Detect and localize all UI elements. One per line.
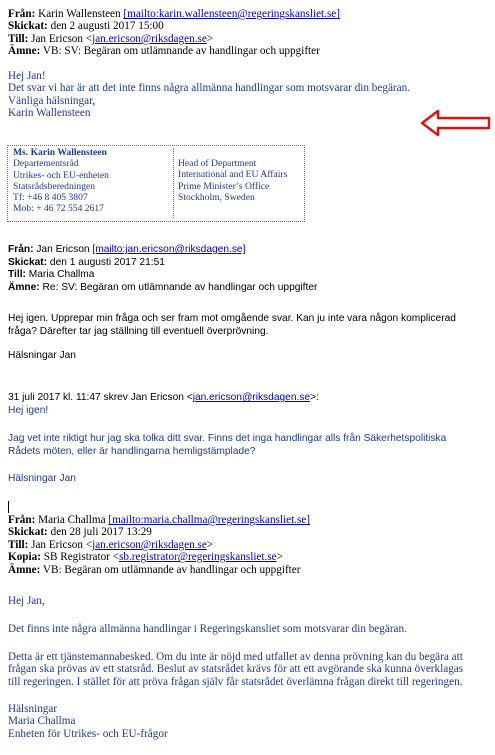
email2-subject-line: Ämne: Re: SV: Begäran om utlämnande av handlingar och uppgifter <box>8 281 318 293</box>
quote-email-link[interactable]: jan.ericson@riksdagen.se <box>192 392 311 403</box>
email3-cc-line: Kopia: SB Registrator <sb.registrator@regeringskansliet.se> <box>8 551 283 564</box>
email3-sent-line: Skickat: den 28 juli 2017 13:29 <box>8 526 152 539</box>
email2-body: Hej igen. Upprepar min fråga och ser fram mot omgående svar. Kan ju inte vara någon komplicerad fråga? Därefter tar jag ställning till eventuell överprövning. <box>8 313 456 337</box>
signature-right: Head of Department International and EU Affairs Prime Minister’s Office Stockholm, Sweden <box>178 158 288 203</box>
quote-greeting: Hälsningar Jan <box>8 473 76 484</box>
quote-header: 31 juli 2017 kl. 11:47 skrev Jan Ericson <jan.ericson@riksdagen.se>: <box>8 392 319 403</box>
email1-header <box>8 8 340 58</box>
email1-sent-line: Skickat: den 2 augusti 2017 15:00 <box>8 20 164 33</box>
email1-from-link[interactable]: [mailto:karin.wallensteen@regeringskansliet.se] <box>123 8 340 20</box>
email3-para1: Det finns inte några allmänna handlingar i Regeringskansliet som motsvarar din begäran. <box>8 623 407 635</box>
email3-subject-line: Ämne: VB: Begäran om utlämnande av handlingar och uppgifter <box>8 563 301 576</box>
signature-box <box>7 145 305 222</box>
email2-header <box>8 244 317 294</box>
email3-from-link[interactable]: [mailto:maria.challma@regeringskansliet.se] <box>108 514 311 526</box>
email3-cc-link[interactable]: sb.registrator@regeringskansliet.se <box>119 551 277 564</box>
email2-greeting: Hälsningar Jan <box>8 350 76 361</box>
email1-to-link[interactable]: jan.ericson@riksdagen.se <box>92 32 207 45</box>
email2-from-link[interactable]: [mailto:jan.ericson@riksdagen.se] <box>92 244 246 255</box>
email1-to-line: Till: Jan Ericson <jan.ericson@riksdagen.se> <box>8 32 214 45</box>
email2-sent-line: Skickat: den 1 augusti 2017 21:51 <box>8 256 165 268</box>
email2-to-line: Till: Maria Challma <box>8 269 95 281</box>
email3-to-link[interactable]: jan.ericson@riksdagen.se <box>92 538 207 551</box>
email1-subject-line: Ämne: VB: SV: Begäran om utlämnande av handlingar och uppgifter <box>8 45 320 58</box>
email3-to-line: Till: Jan Ericson <jan.ericson@riksdagen.se> <box>8 538 214 551</box>
signature-left: Ms. Karin Wallensteen Departementsråd Utrikes- och EU-enheten Statsrådsberedningen Tf: +46 8 405 3807 Mob: + 46 72 554 2617 <box>13 147 109 215</box>
email2-from-line: Från: Jan Ericson [mailto:jan.ericson@riksdagen.se] <box>8 244 246 255</box>
left-arrow-icon <box>420 108 492 138</box>
email1-from-line: Från: Karin Wallensteen [mailto:karin.wallensteen@regeringskansliet.se] <box>8 8 340 20</box>
email3-header <box>8 514 310 576</box>
signature-divider <box>173 148 174 218</box>
email3-greeting: Hej Jan, <box>8 595 45 607</box>
email3-from-line: Från: Maria Challma [mailto:maria.challma@regeringskansliet.se] <box>8 514 311 526</box>
quote-line1: Hej igen! <box>8 405 49 416</box>
email1-body: Hej Jan! Det svar vi har är att det inte finns några allmänna handlingar som motsvarar din begäran. Vänliga hälsningar, Karin Wallensteen <box>8 70 410 120</box>
quote-body: Jag vet inte riktigt hur jag ska tolka ditt svar. Finns det inga handlingar alls från Säkerhetspolitiska Rådets möten, eller är handlingarna hemligstämplade? <box>8 433 447 457</box>
email3-para2: Detta är ett tjänstemannabesked. Om du inte är nöjd med utfallet av denna prövning kan du begära att frågan ska prövas av ett statsråd. Beslut av statsrådet krävs för att ett avgörande ska kunna överklagas till regeringen. I stället för att pröva frågan själv får statsrådet överlämna frågan direkt till regeringen. <box>8 651 464 688</box>
text-cursor <box>8 501 9 513</box>
email3-closing: Hälsningar Maria Challma Enheten för Utrikes- och EU-frågor <box>8 703 168 740</box>
